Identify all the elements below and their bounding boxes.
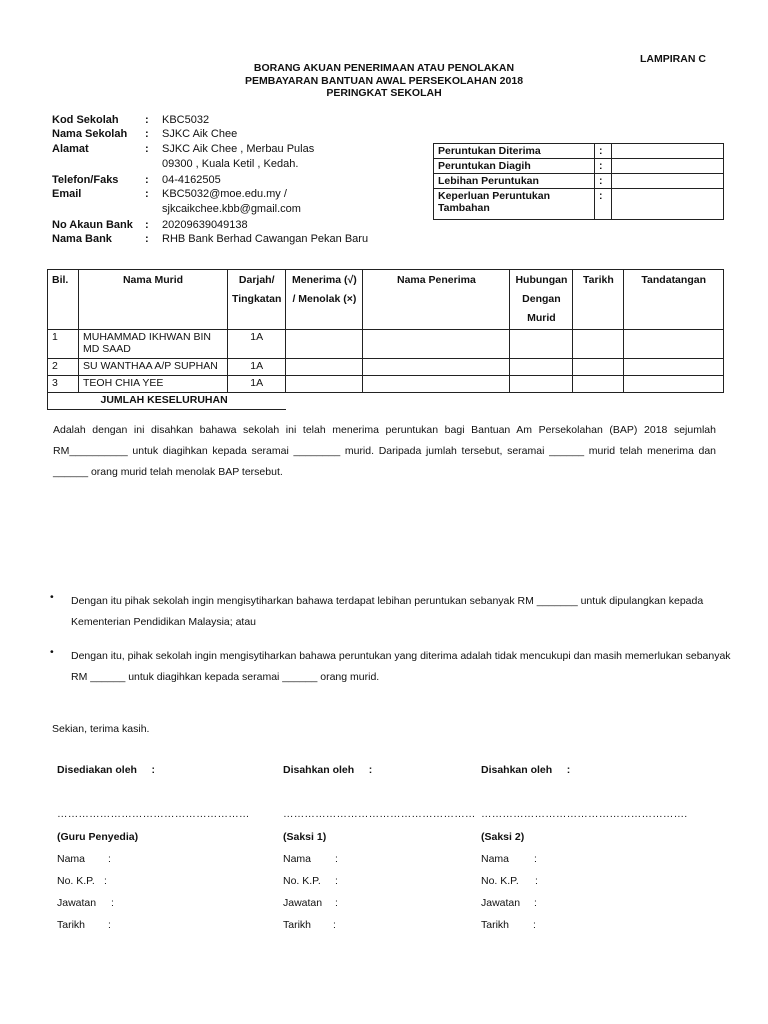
- field-label-jawatan: Jawatan: [57, 897, 97, 909]
- field-label-jawatan: Jawatan: [481, 897, 521, 909]
- cell-tarikh[interactable]: [573, 376, 624, 393]
- col-header-menerima: Menerima (√) / Menolak (×): [286, 270, 363, 330]
- signature-role: (Saksi 2): [481, 831, 525, 843]
- cell-bil: 1: [48, 330, 79, 359]
- allocation-value[interactable]: [612, 174, 724, 189]
- title-line-3: PERINGKAT SEKOLAH: [326, 87, 442, 99]
- cell-nama-penerima[interactable]: [363, 330, 510, 359]
- bullet-icon: •: [50, 646, 54, 658]
- field-colon: :: [535, 875, 538, 887]
- field-colon: :: [533, 919, 536, 931]
- field-label-tarikh: Tarikh: [283, 919, 312, 931]
- cell-hubungan[interactable]: [510, 330, 573, 359]
- allocation-value[interactable]: [612, 144, 724, 159]
- allocation-colon: :: [595, 189, 612, 220]
- title-line-2: PEMBAYARAN BANTUAN AWAL PERSEKOLAHAN 2018: [244, 74, 524, 87]
- field-colon: :: [534, 853, 537, 865]
- field-colon: :: [108, 853, 111, 865]
- allocation-colon: :: [595, 159, 612, 174]
- col-header-nama-murid: Nama Murid: [79, 270, 228, 330]
- field-label-nama: Nama: [481, 853, 510, 865]
- cell-darjah: 1A: [228, 376, 286, 393]
- cell-hubungan[interactable]: [510, 376, 573, 393]
- form-title: [0, 62, 768, 100]
- field-colon: :: [333, 919, 336, 931]
- allocation-row: [434, 174, 724, 189]
- field-label-kp: No. K.P.: [57, 875, 95, 887]
- cell-nama-murid: MUHAMMAD IKHWAN BIN MD SAAD: [79, 330, 228, 359]
- cell-darjah: 1A: [228, 330, 286, 359]
- cell-darjah: 1A: [228, 359, 286, 376]
- allocation-colon: :: [595, 144, 612, 159]
- col-header-nama-penerima: Nama Penerima: [363, 270, 510, 330]
- cell-nama-penerima[interactable]: [363, 376, 510, 393]
- bullet-icon: •: [50, 591, 54, 603]
- allocation-row: [434, 144, 724, 159]
- field-label-nama: Nama: [283, 853, 312, 865]
- col-header-tarikh: Tarikh: [573, 270, 624, 330]
- cell-menerima[interactable]: [286, 376, 363, 393]
- cell-tandatangan[interactable]: [624, 330, 724, 359]
- allocation-value[interactable]: [612, 159, 724, 174]
- total-label: JUMLAH KESELURUHAN: [79, 393, 286, 410]
- signature-role: (Saksi 1): [283, 831, 327, 843]
- cell-tarikh[interactable]: [573, 359, 624, 376]
- col-header-tandatangan: Tandatangan: [624, 270, 724, 330]
- col-header-hubungan: Hubungan Dengan Murid: [510, 270, 573, 330]
- field-colon: :: [104, 875, 107, 887]
- signature-line[interactable]: ………………………………………………….: [481, 808, 688, 820]
- field-label-nama: Nama: [57, 853, 86, 865]
- field-colon: :: [335, 897, 338, 909]
- allocation-table: [433, 143, 724, 220]
- students-table: [47, 269, 724, 410]
- cell-nama-penerima[interactable]: [363, 359, 510, 376]
- closing-text: Sekian, terima kasih.: [52, 723, 150, 735]
- cell-total-spacer: [48, 393, 79, 410]
- table-row: [48, 359, 724, 376]
- cell-total-empty: [286, 393, 724, 410]
- cell-bil: 3: [48, 376, 79, 393]
- signature-heading: Disahkan oleh :: [283, 764, 373, 776]
- allocation-row: [434, 159, 724, 174]
- allocation-label: Peruntukan Diterima: [434, 144, 595, 159]
- field-colon: :: [335, 853, 338, 865]
- allocation-row: [434, 189, 724, 220]
- cell-hubungan[interactable]: [510, 359, 573, 376]
- field-colon: :: [335, 875, 338, 887]
- signature-line[interactable]: ………………………………………………: [57, 808, 250, 820]
- signature-heading: Disahkan oleh :: [481, 764, 571, 776]
- bullet-text: Dengan itu pihak sekolah ingin mengisytiharkan bahawa terdapat lebihan peruntukan sebanyak RM _______ untuk dipulangkan kepada Kementerian Pendidikan Malaysia; atau: [71, 595, 704, 628]
- signature-line[interactable]: ………………………………………………: [283, 808, 476, 820]
- allocation-label: Peruntukan Diagih: [434, 159, 595, 174]
- cell-tarikh[interactable]: [573, 330, 624, 359]
- cell-menerima[interactable]: [286, 359, 363, 376]
- table-header-row: [48, 270, 724, 330]
- field-colon: :: [534, 897, 537, 909]
- field-label-kp: No. K.P.: [283, 875, 321, 887]
- field-label-tarikh: Tarikh: [481, 919, 510, 931]
- field-label-tarikh: Tarikh: [57, 919, 86, 931]
- title-line-1: BORANG AKUAN PENERIMAAN ATAU PENOLAKAN: [253, 62, 515, 74]
- cell-menerima[interactable]: [286, 330, 363, 359]
- col-header-darjah: Darjah/ Tingkatan: [228, 270, 286, 330]
- field-colon: :: [111, 897, 114, 909]
- cell-nama-murid: SU WANTHAA A/P SUPHAN: [79, 359, 228, 376]
- allocation-label: Lebihan Peruntukan: [434, 174, 595, 189]
- allocation-colon: :: [595, 174, 612, 189]
- declaration-paragraph: Adalah dengan ini disahkan bahawa sekolah ini telah menerima peruntukan bagi Bantuan Am Persekolahan (BAP) 2018 sejumlah RM__________ untuk diagihkan kepada seramai ________ murid. Daripada jumlah tersebut, seramai ______ murid telah menerima dan ______ orang murid telah menolak BAP tersebut.: [53, 424, 716, 478]
- signature-heading: Disediakan oleh :: [57, 764, 156, 776]
- field-label-kp: No. K.P.: [481, 875, 519, 887]
- field-colon: :: [108, 919, 111, 931]
- allocation-value[interactable]: [612, 189, 724, 220]
- table-row: [48, 376, 724, 393]
- table-row: [48, 330, 724, 359]
- cell-nama-murid: TEOH CHIA YEE: [79, 376, 228, 393]
- cell-tandatangan[interactable]: [624, 359, 724, 376]
- table-total-row: [48, 393, 724, 410]
- signature-role: (Guru Penyedia): [57, 831, 139, 843]
- allocation-label: Keperluan Peruntukan Tambahan: [434, 189, 595, 220]
- cell-bil: 2: [48, 359, 79, 376]
- appendix-label: LAMPIRAN C: [640, 53, 706, 65]
- col-header-bil: Bil.: [48, 270, 79, 330]
- field-label-jawatan: Jawatan: [283, 897, 323, 909]
- cell-tandatangan[interactable]: [624, 376, 724, 393]
- bullet-text: Dengan itu, pihak sekolah ingin mengisytiharkan bahawa peruntukan yang diterima adalah tidak mencukupi dan masih memerlukan sebanyak RM ______ untuk diagihkan kepada seramai ______ orang murid.: [71, 650, 731, 683]
